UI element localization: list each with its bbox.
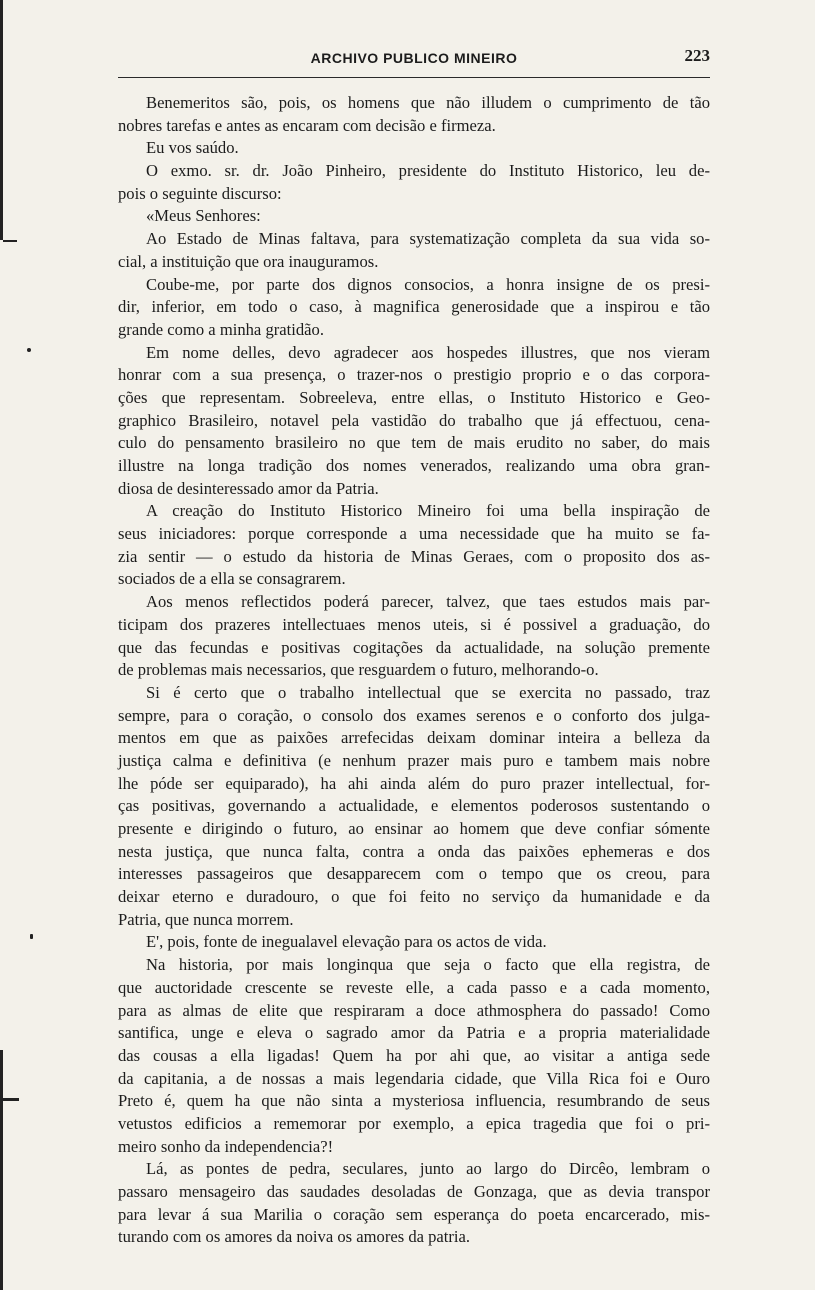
text-line: zia sentir — o estudo da historia de Minas Geraes, com o proposito dos as- — [118, 546, 710, 566]
text-line: E', pois, fonte de inegualavel elevação para os actos de vida. — [146, 932, 547, 952]
text-line: justiça calma e definitiva (e nenhum prazer mais puro e tambem mais nobre — [118, 750, 710, 770]
text-line: interesses passageiros que desapparecem com o tempo que os creou, para — [118, 864, 710, 884]
text-line: honrar com a sua presença, o trazer-nos o prestigio proprio e o das corpora- — [118, 365, 710, 385]
margin-speck-lower — [30, 934, 33, 939]
text-line: Si é certo que o trabalho intellectual que se exercita no passado, traz — [146, 682, 710, 702]
text-line: Eu vos saúdo. — [146, 138, 239, 158]
text-line: culo do pensamento brasileiro no que tem de mais erudito no saber, do mais — [118, 433, 710, 453]
text-line: diosa de desinteressado amor da Patria. — [118, 478, 379, 498]
text-line: Em nome delles, devo agradecer aos hospedes illustres, que nos vieram — [146, 342, 710, 362]
margin-tick-mark-lower — [3, 1098, 19, 1101]
binding-edge-mark — [0, 0, 3, 240]
text-line: sociados de a ella se consagrarem. — [118, 569, 346, 589]
margin-speck — [27, 348, 31, 352]
text-line: turando com os amores da noiva os amores da patria. — [118, 1227, 471, 1247]
text-line: meiro sonho da independencia?! — [118, 1136, 334, 1156]
text-line: lhe póde ser equiparado), ha ahi ainda além do puro prazer intellectual, for- — [118, 773, 710, 793]
text-line: ticipam dos prazeres intellectuaes menos uteis, si é possivel a graduação, do — [118, 614, 710, 634]
text-line: Coube-me, por parte dos dignos consocios, a honra insigne de os presi- — [146, 274, 710, 294]
text-line: santifica, unge e eleva o sagrado amor da Patria e a propria materialidade — [118, 1023, 710, 1043]
running-title: ARCHIVO PUBLICO MINEIRO — [310, 50, 518, 66]
text-line: cial, a instituição que ora inauguramos. — [118, 251, 379, 271]
header-rule — [118, 77, 710, 78]
text-line: «Meus Senhores: — [146, 206, 261, 226]
text-line: da capitania, a de nossas a mais legendaria cidade, que Villa Rica foi e Ouro — [118, 1068, 710, 1088]
text-line: passaro mensageiro das saudades desoladas de Gonzaga, que as devia transpor — [118, 1182, 710, 1201]
text-line: O exmo. sr. dr. João Pinheiro, presidente do Instituto Historico, leu de- — [146, 161, 710, 181]
text-line: seus iniciadores: porque corresponde a uma necessidade que ha muito se fa- — [118, 524, 710, 544]
text-line: para levar á sua Marilia o coração sem esperança do poeta encarcerado, mis- — [118, 1204, 710, 1224]
text-line: graphico Brasileiro, notavel pela vastidão do trabalho que já effectuou, cena- — [118, 410, 710, 430]
text-line: Ao Estado de Minas faltava, para systematização completa da sua vida so- — [146, 229, 710, 249]
binding-edge-mark-lower — [0, 1050, 3, 1290]
text-line: A creação do Instituto Historico Mineiro foi uma bella inspiração de — [146, 501, 710, 521]
text-line: das cousas a ella ligadas! Quem ha por ahi que, ao visitar a antiga sede — [118, 1045, 710, 1065]
text-line: illustre na longa tradição dos nomes venerados, realizando uma obra gran- — [118, 456, 710, 475]
text-line: mentos em que as paixões arrefecidas deixam dominar inteira a belleza da — [118, 728, 710, 748]
text-line: para as almas de elite que respiraram a doce athmosphera do passado! Como — [118, 1000, 710, 1020]
text-line: Patria, que nunca morrem. — [118, 909, 294, 929]
text-line: presente e dirigindo o futuro, ao ensinar ao homem que deve confiar sómente — [118, 819, 710, 838]
page-number: 223 — [684, 46, 710, 65]
running-header — [118, 46, 710, 76]
text-line: Aos menos reflectidos poderá parecer, talvez, que taes estudos mais par- — [146, 592, 710, 612]
text-line: Benemeritos são, pois, os homens que não illudem o cumprimento de tão — [146, 93, 710, 112]
text-line: nobres tarefas e antes as encaram com decisão e firmeza. — [118, 115, 496, 135]
text-line: ções que representam. Sobreeleva, entre ellas, o Instituto Historico e Geo- — [118, 387, 710, 407]
text-line: pois o seguinte discurso: — [118, 183, 282, 203]
text-line: Preto é, quem ha que não sinta a mysteriosa influencia, resumbrando de seus — [118, 1091, 710, 1111]
text-line: sempre, para o coração, o consolo dos exames serenos e o conforto dos julga- — [118, 705, 710, 725]
text-line: Lá, as pontes de pedra, seculares, junto ao largo do Dircêo, lembram o — [146, 1159, 710, 1179]
body-text — [118, 92, 710, 1249]
text-line: grande como a minha gratidão. — [118, 319, 324, 339]
text-line: de problemas mais necessarios, que resguardem o futuro, melhorando-o. — [118, 660, 599, 680]
text-line: que das fecundas e positivas cogitações da actualidade, na solução premente — [118, 637, 710, 657]
text-line: nesta justiça, que nunca falta, contra a onda das paixões ephemeras e dos — [118, 841, 710, 861]
text-line: que auctoridade crescente se reveste elle, a cada passo e a cada momento, — [118, 977, 710, 997]
text-line: Na historia, por mais longinqua que seja o facto que ella registra, de — [146, 955, 710, 975]
text-line: deixar eterno e duradouro, o que foi feito no serviço da humanidade e da — [118, 887, 710, 907]
text-line: ças positivas, governando a actualidade, e elementos poderosos sustentando o — [118, 796, 710, 816]
text-line: dir, inferior, em todo o caso, à magnifica generosidade que a inspirou e tão — [118, 297, 710, 317]
text-line: vetustos edificios a rememorar por exemplo, a epica tragedia que foi o pri- — [118, 1113, 710, 1133]
margin-tick-mark — [3, 240, 17, 242]
